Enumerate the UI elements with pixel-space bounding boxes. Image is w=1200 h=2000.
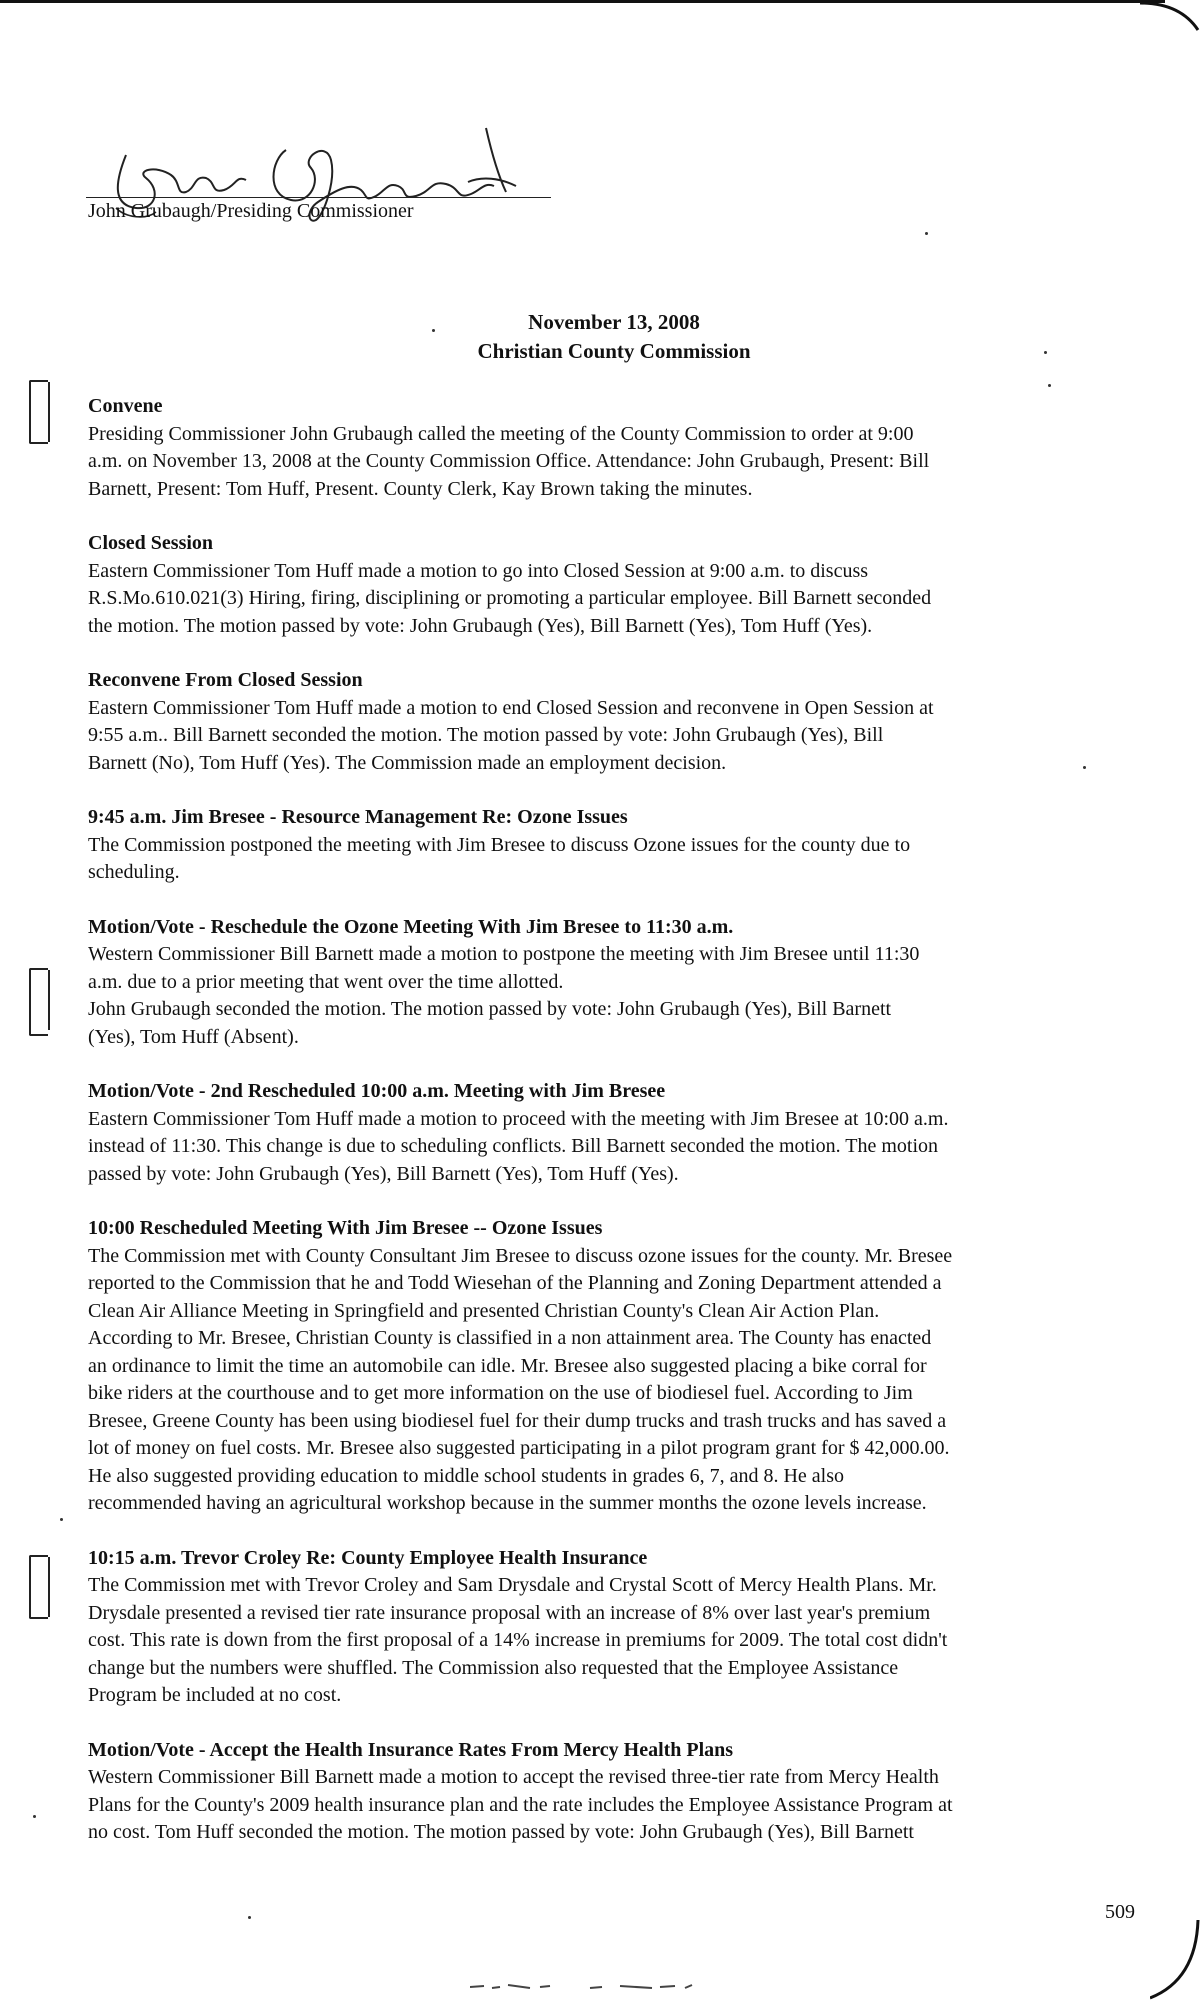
section-text: The Commission met with County Consultant Jim Bresee to discuss ozone issues for the county. Mr. Bresee reported to the Commission that he and Todd Wiesehan of the Planning and Zoning Department attended a Clean Air Alliance Meeting in Springfield and presented Christian County's Clean Air Action Plan. According to Mr. Bresee, Christian County is classified in a non attainment area. The County has enacted an ordinance to limit the time an automobile can idle. Mr. Bresee also suggested placing a bike corral for bike riders at the courthouse and to get more information on the use of biodiesel fuel. According to Jim Bresee, Greene County has been using biodiesel fuel for their dump trucks and trash trucks and has saved a lot of money on fuel costs. Mr. Bresee also suggested participating in a pilot program grant for $ 42,000.00. He also suggested providing education to middle school students in grades 6, 7, and 8. He also recommended having an agricultural workshop because in the summer months the ozone levels increase. xyxy=(88,1244,953,1514)
page-top-edge xyxy=(0,0,1165,9)
section-heading: Closed Session xyxy=(88,532,214,554)
scan-speck xyxy=(1044,351,1047,354)
section-convene xyxy=(88,393,1128,503)
section-heading: 9:45 a.m. Jim Bresee - Resource Management Re: Ozone Issues xyxy=(88,806,628,828)
scan-speck xyxy=(60,1518,63,1521)
section-text: The Commission postponed the meeting with Jim Bresee to discuss Ozone issues for the county due to scheduling. xyxy=(88,833,911,883)
section-heading: Convene xyxy=(88,395,163,417)
section-text: Eastern Commissioner Tom Huff made a motion to proceed with the meeting with Jim Bresee at 10:00 a.m. instead of 11:30. This change is due to scheduling conflicts. Bill Barnett seconded the motion. The motion passed by vote: John Grubaugh (Yes), Bill Barnett (Yes), Tom Huff (Yes). xyxy=(88,1107,949,1185)
scan-speck xyxy=(1048,384,1051,387)
section-text: Eastern Commissioner Tom Huff made a motion to end Closed Session and reconvene in Open Session at 9:55 a.m.. Bill Barnett seconded the motion. The motion passed by vote: John Grubaugh (Yes), Bill Barnett (No), Tom Huff (Yes). The Commission made an employment decision. xyxy=(88,696,934,774)
section-text: The Commission met with Trevor Croley and Sam Drysdale and Crystal Scott of Mercy Health Plans. Mr. Drysdale presented a revised tier rate insurance proposal with an increase of 8% over last year's premium cost. This rate is down from the first proposal of a 14% increase in premiums for 2009. The total cost didn't change but the numbers were shuffled. The Commission also requested that the Employee Assistance Program be included at no cost. xyxy=(88,1574,948,1706)
page-number: 509 xyxy=(1105,1901,1135,1923)
page-corner-top-right xyxy=(1140,0,1200,60)
scan-speck xyxy=(33,1815,36,1818)
section-heading: 10:00 Rescheduled Meeting With Jim Bresee -- Ozone Issues xyxy=(88,1217,603,1239)
margin-bracket xyxy=(29,968,48,1036)
margin-bracket xyxy=(29,380,48,444)
section-health-insurance xyxy=(88,1545,1128,1710)
commission-name: Christian County Commission xyxy=(477,339,751,363)
section-heading: Reconvene From Closed Session xyxy=(88,669,363,691)
section-ozone-postponed xyxy=(88,804,1128,887)
signature-block xyxy=(86,120,556,230)
section-reschedule-motion xyxy=(88,914,1128,1052)
scan-speck xyxy=(925,232,928,235)
margin-bracket xyxy=(29,1555,48,1619)
signature-line xyxy=(86,197,551,198)
section-reconvene xyxy=(88,667,1128,777)
section-accept-rates-motion xyxy=(88,1737,1128,1847)
section-ozone-meeting xyxy=(88,1215,1128,1518)
section-text: Eastern Commissioner Tom Huff made a motion to go into Closed Session at 9:00 a.m. to discuss R.S.Mo.610.021(3) Hiring, firing, disciplining or promoting a particular employee. Bill Barnett seconded the motion. The motion passed by vote: John Grubaugh (Yes), Bill Barnett (Yes), Tom Huff (Yes). xyxy=(88,559,932,637)
meeting-date: November 13, 2008 xyxy=(528,310,700,334)
section-closed-session xyxy=(88,530,1128,640)
section-heading: Motion/Vote - 2nd Rescheduled 10:00 a.m. Meeting with Jim Bresee xyxy=(88,1080,666,1102)
scan-speck xyxy=(248,1916,251,1919)
section-heading: 10:15 a.m. Trevor Croley Re: County Employee Health Insurance xyxy=(88,1546,648,1569)
page-corner-bottom-right xyxy=(1150,1920,1200,2000)
footer-scan-smudge xyxy=(470,1982,730,1992)
section-text: Presiding Commissioner John Grubaugh called the meeting of the County Commission to order at 9:00 a.m. on November 13, 2008 at the County Commission Office. Attendance: John Grubaugh, Present: Bill Barnett, Present: Tom Huff, Present. County Clerk, Kay Brown taking the minutes. xyxy=(88,422,930,500)
section-text: Western Commissioner Bill Barnett made a motion to postpone the meeting with Jim Bresee until 11:30 a.m. due to a prior meeting that went over the time allotted. John Grubaugh seconded the motion. The motion passed by vote: John Grubaugh (Yes), Bill Barnett (Yes), Tom Huff (Absent). xyxy=(88,943,920,1048)
section-text: Western Commissioner Bill Barnett made a motion to accept the revised three-tier rate from Mercy Health Plans for the County's 2009 health insurance plan and the rate includes the Employee Assistance Program at no cost. Tom Huff seconded the motion. The motion passed by vote: John Grubaugh (Yes), Bill Barnett xyxy=(88,1766,953,1843)
section-heading: Motion/Vote - Reschedule the Ozone Meeting With Jim Bresee to 11:30 a.m. xyxy=(88,915,734,938)
section-heading: Motion/Vote - Accept the Health Insurance Rates From Mercy Health Plans xyxy=(88,1738,734,1761)
document-title xyxy=(0,308,1200,366)
signature-caption: John Grubaugh/Presiding Commissioner xyxy=(88,200,414,222)
minutes-body xyxy=(88,393,1128,1874)
section-second-reschedule-motion xyxy=(88,1078,1128,1188)
scan-speck xyxy=(432,329,435,332)
